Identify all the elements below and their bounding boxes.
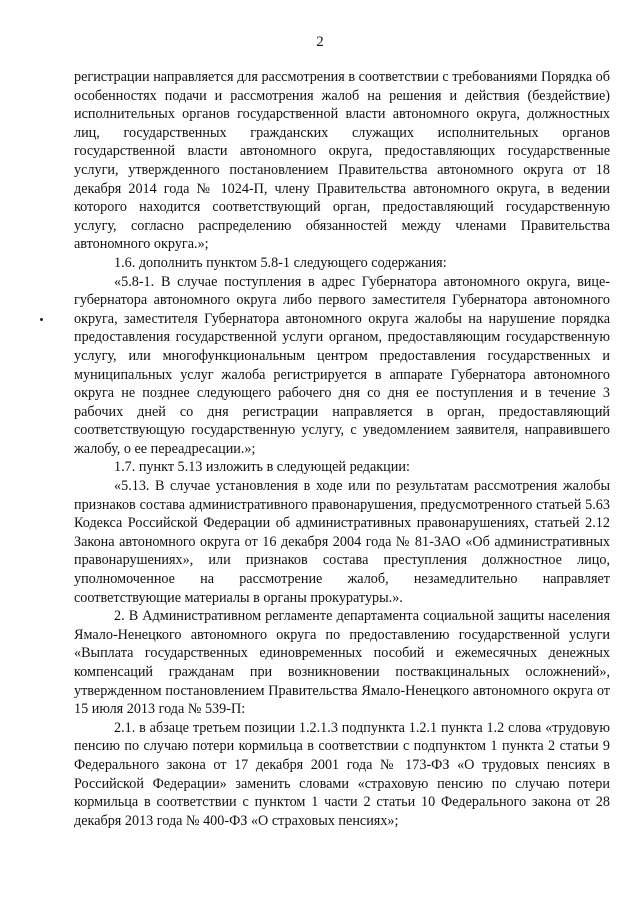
paragraph-item-1-6: 1.6. дополнить пунктом 5.8-1 следующего содержания:: [114, 254, 447, 271]
paragraph-clause-5-8-1: «5.8-1. В случае поступления в адрес Губернатора автономного округа, вице-губернатора автономного округа либо первого заместителя Губернатора автономного округа, заместителя Губернатора автономного округа жалобы на нарушение порядка предоставления государственной услуги органом, предоставляющим государственную услугу, или многофункциональным центром предоставления государственных и муниципальных услуг жалоба регистрируется в аппарате Губернатора автономного округа не позднее следующего рабочего дня со дня ее поступления и в течение 3 рабочих дней со дня регистрации направляется в орган, предоставляющий соответствующую государственную услугу, с уведомлением заявителя, направившего жалобу, о ее переадресации.»;: [74, 273, 610, 457]
paragraph-item-1-7: 1.7. пункт 5.13 изложить в следующей редакции:: [114, 459, 410, 476]
paragraph-item-2: 2. В Административном регламенте департамента социальной защиты населения Ямало-Ненецкого автономного округа по предоставлению государственной услуги «Выплата государственных единовременных пособий и ежемесячных денежных компенсаций гражданам при возникновении поствакцинальных осложнений», утвержденном постановлением Правительства Ямало-Ненецкого автономного округа от 15 июля 2013 года № 539-П:: [74, 608, 610, 718]
paragraph-clause-5-13: «5.13. В случае установления в ходе или по результатам рассмотрения жалобы признаков состава административного правонарушения, предусмотренного статьей 5.63 Кодекса Российской Федерации об административных правонарушениях, статьей 2.12 Закона автономного округа от 16 декабря 2004 года № 81-ЗАО «Об административных правонарушениях», или признаков состава преступления должностное лицо, уполномоченное на рассмотрение жалоб, незамедлительно направляет соответствующие материалы в органы прокуратуры.».: [74, 478, 610, 606]
page-number: 2: [316, 34, 324, 50]
document-body: [74, 68, 610, 830]
paragraph-continuation: регистрации направляется для рассмотрения в соответствии с требованиями Порядка об особенностях подачи и рассмотрения жалоб на решения и действия (бездействие) исполнительных органов государственной власти автономного округа, должностных лиц, государственных гражданских служащих исполнительных органов государственной власти автономного округа, предоставляющих государственные услуги, утвержденного постановлением Правительства автономного округа от 18 декабря 2014 года № 1024-П, члену Правительства автономного округа, в ведении которого находится соответствующий орган, предоставляющий государственную услугу, согласно распределению обязанностей между членами Правительства автономного округа.»;: [74, 69, 610, 253]
paragraph-item-2-1: 2.1. в абзаце третьем позиции 1.2.1.3 подпункта 1.2.1 пункта 1.2 слова «трудовую пенсию по случаю потери кормильца в соответствии с подпунктом 1 пункта 2 статьи 9 Федерального закона от 17 декабря 2001 года № 173-ФЗ «О трудовых пенсиях в Российской Федерации» заменить словами «страховую пенсию по случаю потери кормильца в соответствии с пунктом 1 части 2 статьи 10 Федерального закона от 28 декабря 2013 года № 400-ФЗ «О страховых пенсиях»;: [74, 719, 610, 829]
margin-dot: [40, 318, 43, 321]
